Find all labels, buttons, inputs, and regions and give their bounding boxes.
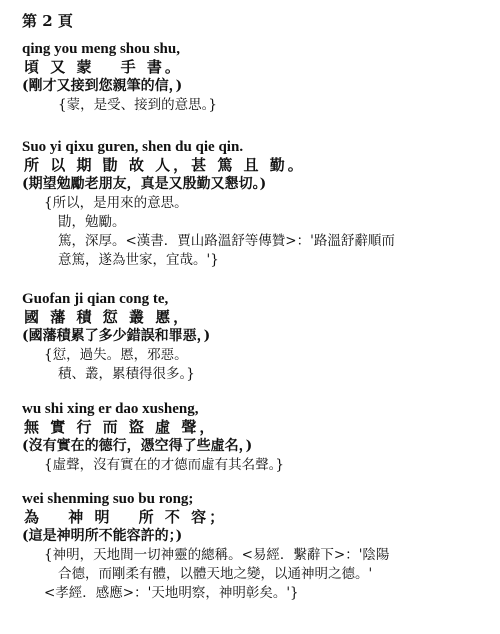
- annotation-line: {所以，是用來的意思。: [44, 195, 188, 211]
- pinyin-line: qing you meng shou shu,: [22, 41, 180, 57]
- pinyin-line: wei shenming suo bu rong;: [22, 491, 194, 507]
- translation-line: (期望勉勵老朋友，真是又殷勤又懇切。): [22, 176, 267, 192]
- annotation-line: 勖，勉勵。: [58, 214, 126, 230]
- translation-line: (剛才又接到您親筆的信，): [22, 78, 183, 94]
- pinyin-line: Suo yi qixu guren, shen du qie qin.: [22, 139, 244, 155]
- translation-line: (這是神明所不能容許的；): [22, 528, 183, 544]
- chinese-text-line: 為 神 明 所 不 容；: [24, 508, 228, 526]
- pinyin-line: Guofan ji qian cong te,: [22, 291, 169, 307]
- verse-section-5: [22, 490, 492, 603]
- verse-section-3: [22, 290, 492, 384]
- chinese-text-line: 國 藩 積 愆 叢 慝，: [24, 308, 192, 326]
- verse-section-1: [22, 40, 492, 115]
- annotation-line: {神明，天地間一切神靈的總稱。<易經．繫辭下>：'陰陽: [44, 547, 390, 563]
- translation-line: (沒有實在的德行，憑空得了些虛名，): [22, 438, 253, 454]
- chinese-text-line: 無 實 行 而 盜 虛 聲，: [24, 418, 218, 436]
- annotation-line: 意篤，遂為世家，宜哉。'}: [58, 252, 219, 268]
- annotation-line: 積、叢，累積得很多。}: [58, 366, 195, 382]
- verse-section-4: [22, 400, 492, 475]
- annotation-line: {愆，過失。慝，邪惡。: [44, 347, 188, 363]
- chinese-text-line: 所 以 期 勖 故 人，甚 篤 且 勤。: [24, 156, 306, 174]
- page-number-label: 第 2 頁: [22, 12, 73, 30]
- verse-section-2: [22, 138, 492, 270]
- annotation-line: {蒙，是受、接到的意思。}: [58, 97, 217, 113]
- translation-line: (國藩積累了多少錯誤和罪惡，): [22, 328, 211, 344]
- chinese-text-line: 頃 又 蒙 手 書。: [24, 58, 183, 76]
- annotation-line: 合德，而剛柔有體，以體天地之變，以通神明之德。': [58, 566, 373, 582]
- pinyin-line: wu shi xing er dao xusheng,: [22, 401, 199, 417]
- annotation-line: 篤，深厚。<漢書．賈山路溫舒等傳贊>：'路溫舒辭順而: [58, 233, 395, 249]
- annotation-line: {虛聲，沒有實在的才德而虛有其名聲。}: [44, 457, 284, 473]
- annotation-line: <孝經．感應>：'天地明察，神明彰矣。'}: [44, 585, 299, 601]
